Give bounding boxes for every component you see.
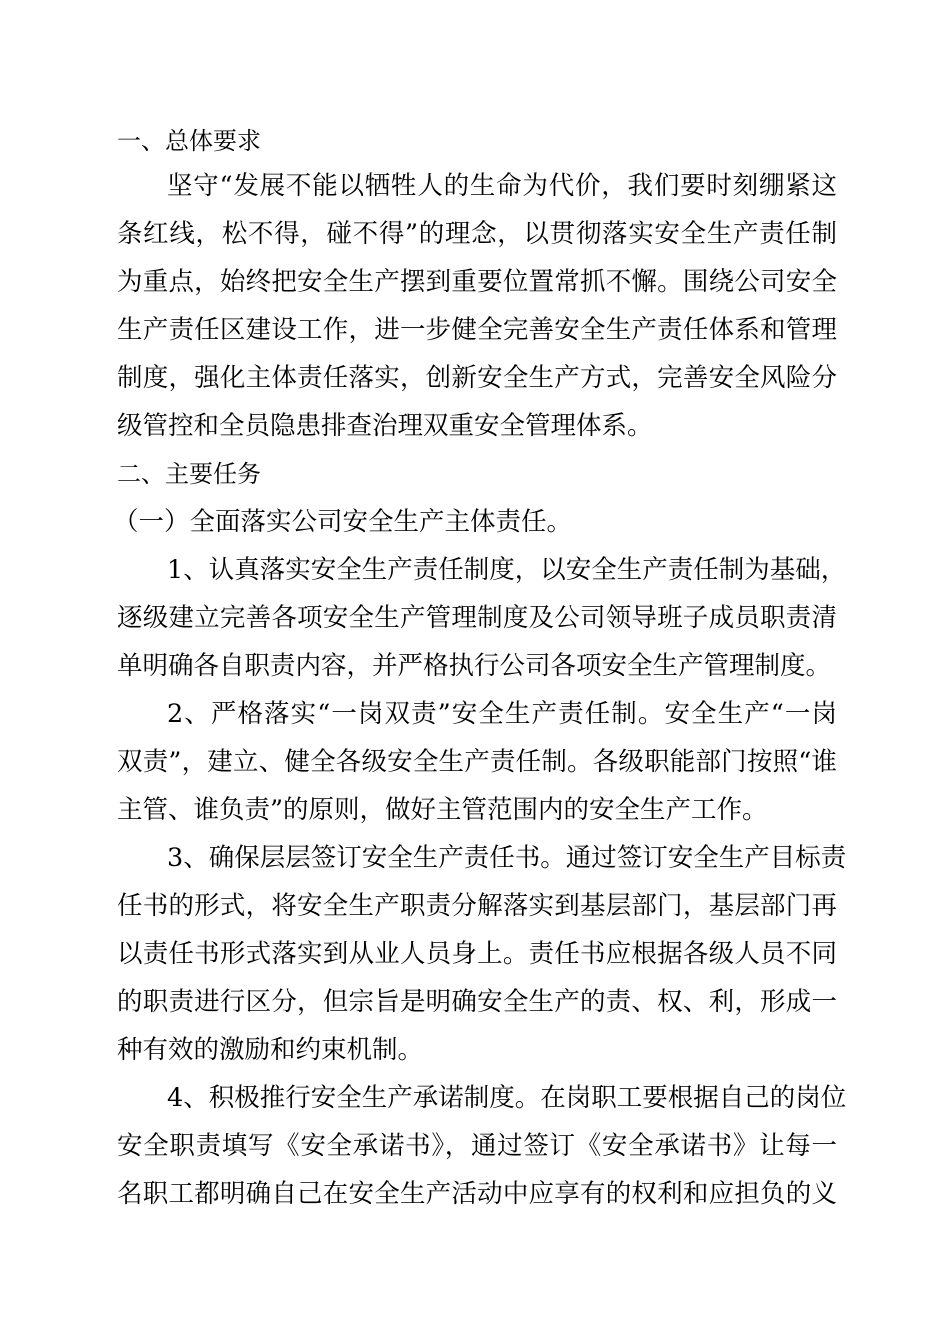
paragraph-line: 的职责进行区分，但宗旨是明确安全生产的责、权、利，形成一 bbox=[117, 987, 837, 1017]
paragraph-line: 名职工都明确自己在安全生产活动中应享有的权利和应担负的义 bbox=[117, 1179, 837, 1209]
paragraph-line: 2、严格落实“一岗双责”安全生产责任制。安全生产“一岗 bbox=[167, 699, 837, 729]
section-heading-overall-requirements: 一、总体要求 bbox=[117, 127, 261, 155]
subsection-heading: （一）全面落实公司安全生产主体责任。 bbox=[113, 507, 573, 537]
paragraph-line: 任书的形式，将安全生产职责分解落实到基层部门，基层部门再 bbox=[117, 891, 837, 921]
paragraph-line: 以责任书形式落实到从业人员身上。责任书应根据各级人员不同 bbox=[117, 939, 837, 969]
paragraph-line: 单明确各自职责内容，并严格执行公司各项安全生产管理制度。 bbox=[117, 651, 832, 681]
section-heading-main-tasks: 二、主要任务 bbox=[117, 460, 261, 488]
paragraph-line: 为重点，始终把安全生产摆到重要位置常抓不懈。围绕公司安全 bbox=[117, 267, 837, 297]
paragraph-line: 3、确保层层签订安全生产责任书。通过签订安全生产目标责 bbox=[167, 843, 847, 873]
paragraph-line: 双责”，建立、健全各级安全生产责任制。各级职能部门按照“谁 bbox=[117, 747, 837, 777]
paragraph-line: 安全职责填写《安全承诺书》，通过签订《安全承诺书》让每一 bbox=[117, 1131, 837, 1161]
paragraph-line: 主管、谁负责”的原则，做好主管范围内的安全生产工作。 bbox=[117, 795, 768, 825]
paragraph-line: 生产责任区建设工作，进一步健全完善安全生产责任体系和管理 bbox=[117, 315, 837, 345]
paragraph-line: 1、认真落实安全生产责任制度，以安全生产责任制为基础， bbox=[167, 555, 847, 585]
paragraph-line: 级管控和全员隐患排查治理双重安全管理体系。 bbox=[117, 411, 653, 441]
paragraph-line: 种有效的激励和约束机制。 bbox=[117, 1035, 424, 1065]
paragraph-line: 逐级建立完善各项安全生产管理制度及公司领导班子成员职责清 bbox=[117, 603, 837, 633]
paragraph-line: 条红线，松不得，碰不得”的理念，以贯彻落实安全生产责任制 bbox=[117, 219, 837, 249]
paragraph-line: 制度，强化主体责任落实，创新安全生产方式，完善安全风险分 bbox=[117, 363, 837, 393]
paragraph-line: 4、积极推行安全生产承诺制度。在岗职工要根据自己的岗位 bbox=[167, 1083, 847, 1113]
paragraph-line: 坚守“发展不能以牺牲人的生命为代价，我们要时刻绷紧这 bbox=[167, 171, 837, 201]
